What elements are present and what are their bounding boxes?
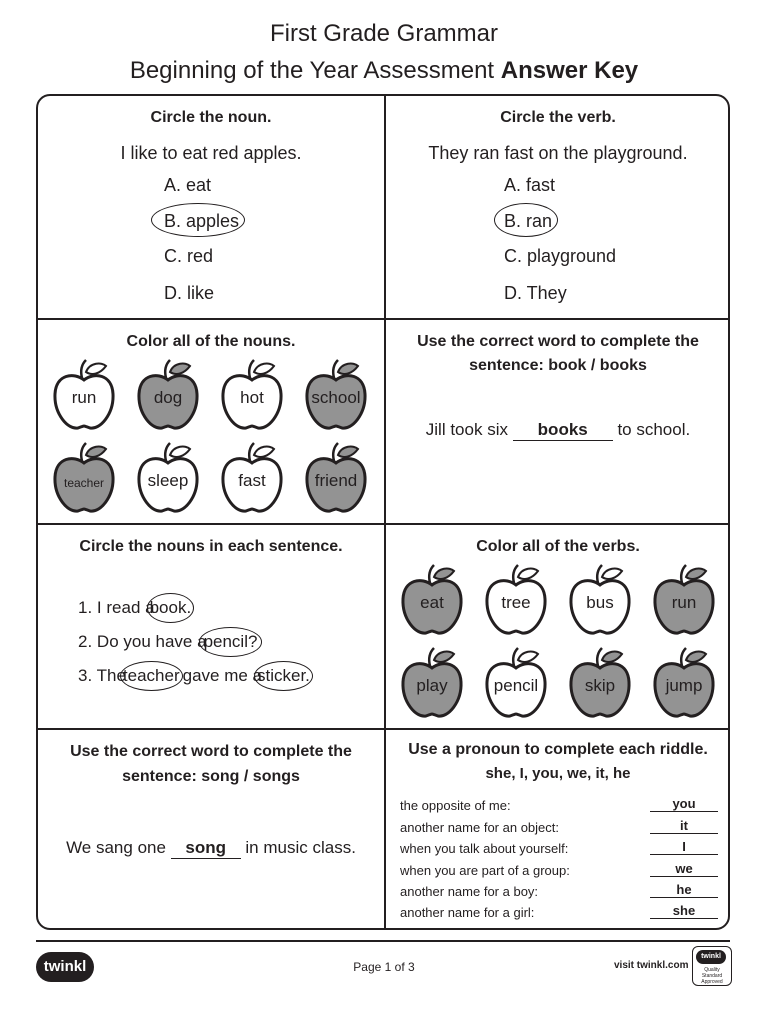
- sentence-2: [78, 627, 262, 657]
- apple-word: hot: [240, 388, 264, 407]
- sentence-end: to school.: [617, 420, 691, 439]
- twinkl-logo: twinkl: [36, 952, 94, 982]
- answer-blank: books: [513, 420, 613, 441]
- riddle-answer: she: [650, 904, 718, 919]
- website-link[interactable]: visit twinkl.com: [614, 960, 689, 971]
- apple-fast: [220, 441, 284, 515]
- question-book-books: [386, 320, 730, 523]
- apple-run: [52, 358, 116, 432]
- question-color-nouns: [38, 320, 384, 523]
- apple-word: skip: [584, 676, 616, 695]
- question-heading: Color all of the nouns.: [126, 333, 296, 350]
- riddle-answer: he: [650, 883, 718, 898]
- apple-sleep: [136, 441, 200, 515]
- page-number: Page 1 of 3: [353, 960, 415, 974]
- apple-play: [400, 646, 464, 720]
- apple-word: run: [671, 593, 697, 612]
- apple-tree: [484, 563, 548, 637]
- riddle-clue: the opposite of me:: [400, 798, 511, 813]
- riddle-clue: another name for a girl:: [400, 905, 535, 920]
- sentence-text: I read a: [96, 598, 155, 617]
- fill-in-sentence: [386, 420, 730, 441]
- apple-word: school: [311, 388, 361, 407]
- apple-teacher: [52, 441, 116, 515]
- riddle-answer: you: [650, 797, 718, 812]
- noun-circle: sticker.: [254, 661, 313, 691]
- apple-word: jump: [665, 676, 703, 695]
- question-song-songs: [38, 730, 384, 930]
- fill-in-sentence: [38, 838, 384, 859]
- apple-word: sleep: [147, 471, 189, 490]
- apple-word: tree: [501, 593, 531, 612]
- question-heading: Circle the noun.: [150, 109, 272, 126]
- sentence-end: in music class.: [245, 838, 356, 857]
- sentence-text: Do you have a: [96, 632, 207, 651]
- option-c: C. red: [164, 246, 214, 266]
- question-circle-verb: [386, 96, 730, 318]
- question-grid: [36, 94, 730, 930]
- question-heading: Color all of the verbs.: [476, 538, 640, 555]
- apple-word: friend: [314, 471, 358, 490]
- apple-pencil: [484, 646, 548, 720]
- apple-word: pencil: [493, 676, 539, 695]
- subtitle-text: Beginning of the Year Assessment: [129, 57, 495, 84]
- question-sentence: I like to eat red apples.: [120, 143, 302, 163]
- option-b: B. ran: [504, 211, 553, 231]
- apple-school: [304, 358, 368, 432]
- apple-eat: [400, 563, 464, 637]
- riddle-answer: I: [650, 840, 718, 855]
- question-heading: Circle the verb.: [500, 109, 616, 126]
- question-pronoun-riddles: [386, 730, 730, 930]
- apple-run: [652, 563, 716, 637]
- sentence-start: We sang one: [66, 838, 166, 857]
- question-heading-line2: sentence: song / songs: [122, 768, 300, 785]
- sentence-number: 2.: [78, 632, 93, 651]
- option-d: D. like: [164, 283, 215, 303]
- answer-key-label: Answer Key: [500, 57, 639, 84]
- sentence-text: The: [96, 666, 126, 685]
- apple-word: dog: [153, 388, 183, 407]
- sentence-3: [78, 661, 313, 691]
- badge-text: Quality Standard Approved: [701, 967, 723, 985]
- noun-circle: book.: [147, 593, 195, 623]
- apple-friend: [304, 441, 368, 515]
- apple-hot: [220, 358, 284, 432]
- option-d: D. They: [504, 283, 567, 303]
- riddle-clue: when you talk about yourself:: [400, 841, 569, 856]
- apple-bus: [568, 563, 632, 637]
- riddle-answer: we: [650, 862, 718, 877]
- riddle-answer: it: [650, 819, 718, 834]
- question-heading: Circle the nouns in each sentence.: [79, 538, 343, 555]
- apple-jump: [652, 646, 716, 720]
- apple-skip: [568, 646, 632, 720]
- riddle-clue: another name for an object:: [400, 820, 559, 835]
- question-heading-line1: Use a pronoun to complete each riddle.: [408, 741, 708, 758]
- answer-blank: song: [171, 838, 241, 859]
- question-sentence: They ran fast on the playground.: [428, 143, 688, 163]
- apple-word: fast: [238, 471, 266, 490]
- sentence-1: [78, 593, 194, 623]
- question-heading-line2: sentence: book / books: [469, 357, 647, 374]
- quality-badge: [692, 946, 732, 986]
- riddle-clue: another name for a boy:: [400, 884, 539, 899]
- option-a: A. fast: [504, 175, 556, 195]
- sentence-start: Jill took six: [425, 420, 508, 439]
- apple-dog: [136, 358, 200, 432]
- apple-word: bus: [586, 593, 614, 612]
- sentence-text: gave me a: [182, 666, 262, 685]
- apple-word: eat: [420, 593, 444, 612]
- worksheet-subtitle: [0, 57, 768, 85]
- option-c: C. playground: [504, 246, 617, 266]
- option-b: B. apples: [164, 211, 240, 231]
- apple-word: play: [416, 676, 448, 695]
- question-circle-noun: [38, 96, 384, 318]
- riddle-clue: when you are part of a group:: [400, 863, 570, 878]
- footer-rule: [36, 940, 730, 942]
- apple-word: run: [71, 388, 97, 407]
- question-heading-line1: Use the correct word to complete the: [70, 743, 352, 760]
- pronoun-word-bank: she, I, you, we, it, he: [485, 765, 631, 782]
- sentence-number: 3.: [78, 666, 93, 685]
- question-circle-nouns-sentences: [38, 525, 384, 728]
- badge-logo: twinkl: [696, 950, 726, 964]
- apple-word: teacher: [63, 476, 105, 490]
- question-color-verbs: [386, 525, 730, 728]
- sentence-number: 1.: [78, 598, 93, 617]
- noun-circle: teacher: [120, 661, 183, 691]
- noun-circle: pencil?: [199, 627, 263, 657]
- question-heading-line1: Use the correct word to complete the: [417, 333, 699, 350]
- option-a: A. eat: [164, 175, 212, 195]
- worksheet-title: First Grade Grammar: [269, 20, 499, 47]
